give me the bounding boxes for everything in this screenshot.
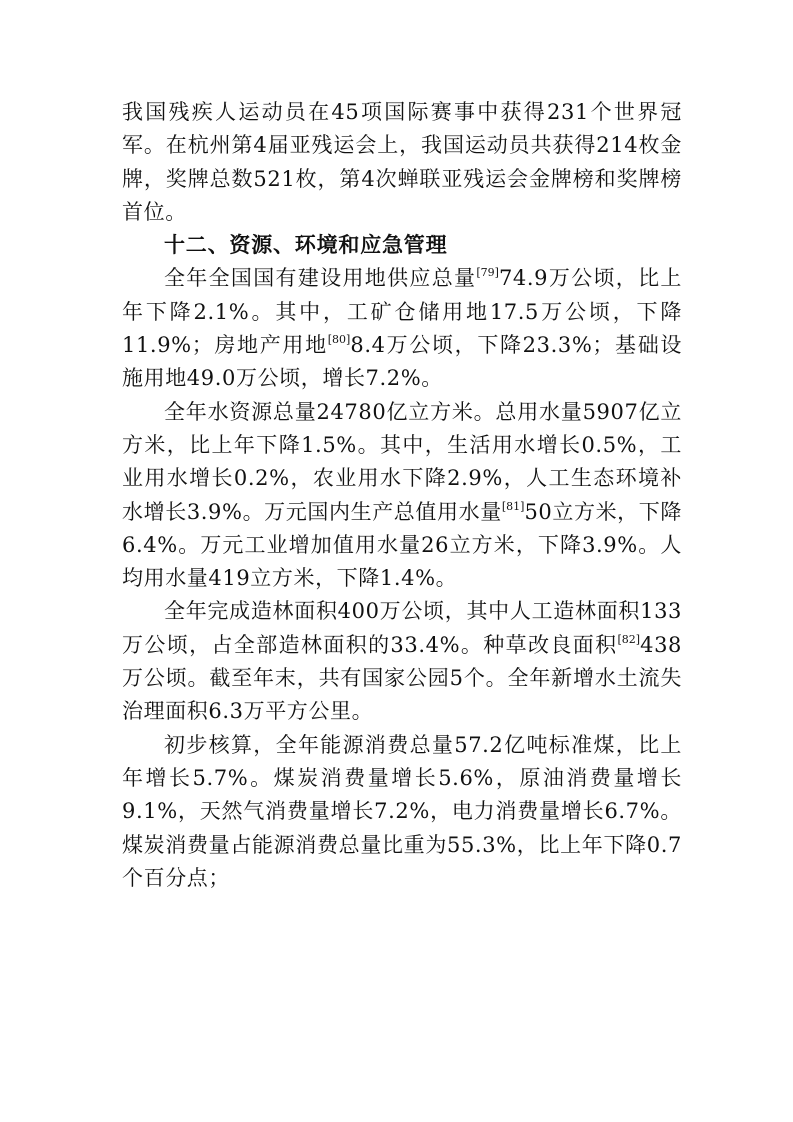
paragraph-land-supply [122,262,682,395]
text-segment: 全年水资源总量24780亿立方米。总用水量5907亿立方米，比上年下降1.5%。其中，生活用水增长0.5%，工业用水增长0.2%，农业用水下降2.9%，人工生态环境补水增长3.9%。万元国内生产总值用水量 [122,399,682,524]
paragraph-afforestation [122,595,682,728]
text-segment: 初步核算，全年能源消费总量57.2亿吨标准煤，比上年增长5.7%。煤炭消费量增长5.6%，原油消费量增长9.1%，天然气消费量增长7.2%，电力消费量增长6.7%。煤炭消费量占能源消费总量比重为55.3%，比上年下降0.7个百分点； [122,732,682,890]
footnote-ref: [81] [501,499,525,513]
paragraph-sports [122,96,682,229]
paragraph-energy [122,729,682,895]
section-heading-text: 十二、资源、环境和应急管理 [164,233,448,258]
text-segment: 438万公顷。截至年末，共有国家公园5个。全年新增水土流失治理面积6.3万平方公里。 [122,632,682,724]
footnote-ref: [79] [476,266,499,280]
footnote-ref: [82] [617,632,641,646]
document-body [122,96,682,895]
paragraph-water-resources [122,396,682,596]
section-heading [122,229,682,262]
text-segment: 8.4万公顷，下降23.3%；基础设施用地49.0万公顷，增长7.2%。 [122,333,682,391]
text-segment: 全年全国国有建设用地供应总量 [164,266,477,291]
text-segment: 我国残疾人运动员在45项国际赛事中获得231个世界冠军。在杭州第4届亚残运会上，我国运动员共获得214枚金牌，奖牌总数521枚，第4次蝉联亚残运会金牌榜和奖牌榜首位。 [122,100,682,224]
footnote-ref: [80] [327,333,351,347]
text-segment: 50立方米，下降6.4%。万元工业增加值用水量26立方米，下降3.9%。人均用水量419立方米，下降1.4%。 [122,499,682,591]
text-segment: 74.9万公顷，比上年下降2.1%。其中，工矿仓储用地17.5万公顷，下降11.9%；房地产用地 [122,266,682,358]
text-segment: 全年完成造林面积400万公顷，其中人工造林面积133万公顷，占全部造林面积的33.4%。种草改良面积 [122,599,682,657]
